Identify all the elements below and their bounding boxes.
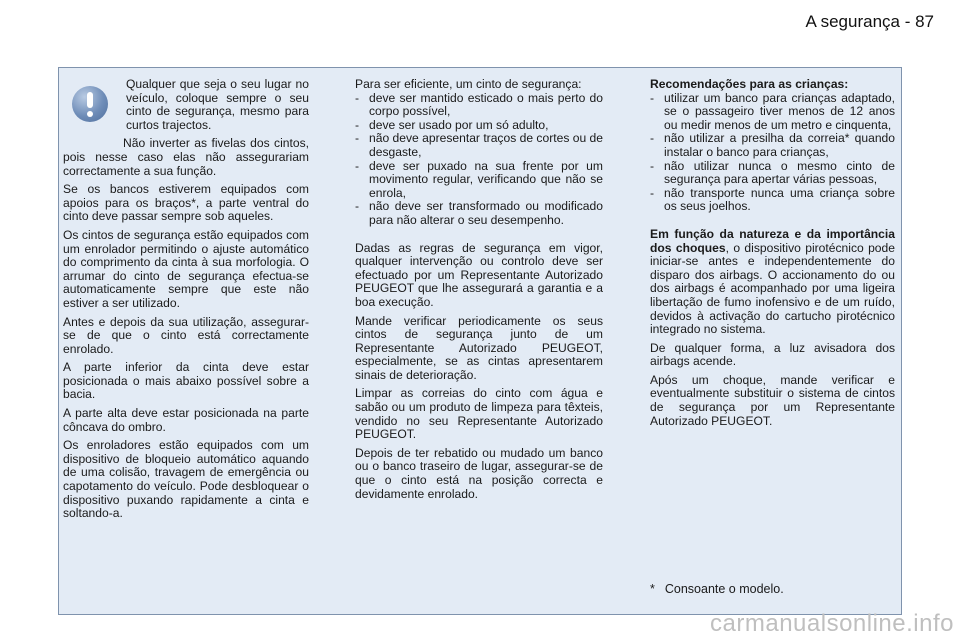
paragraph: Os cintos de segurança estão equipados com um enrolador permitindo o ajuste automático do comprimento da cinta à sua morfologia. O arrumar do cinto de segurança efectua-se automaticamente sempre que este não estiver a ser utilizado. bbox=[63, 227, 309, 310]
watermark: carmanualsonline.info bbox=[710, 610, 954, 637]
paragraph: Mande verificar periodicamente os seus cintos de segurança junto de um Representante Autorizado PEUGEOT, especialmente, se as cintas apresentarem sinais de deterioração. bbox=[355, 313, 603, 382]
paragraph: Os enroladores estão equipados com um dispositivo de bloqueio automático aquando de uma colisão, travagem de emergência ou capotamento do veículo. Pode desbloquear o dispositivo puxando rapidamente a cinta e soltando-a. bbox=[63, 438, 309, 521]
pyrotechnic-heading: Em função da natureza e da importância dos choques bbox=[650, 226, 895, 255]
paragraph: Se os bancos estiverem equipados com apoios para os braços*, a parte ventral do cinto deve passar sempre sob aqueles. bbox=[63, 182, 309, 224]
list-item: - utilizar um banco para crianças adaptado, se o passageiro tiver menos de 12 anos ou medir menos de um metro e cinquenta, bbox=[650, 92, 895, 133]
footnote-asterisk: * bbox=[650, 582, 655, 596]
warning-exclamation-icon bbox=[72, 86, 108, 122]
list-item: - não transporte nunca uma criança sobre os seus joelhos. bbox=[650, 187, 895, 214]
list-item: - deve ser usado por um só adulto, bbox=[355, 119, 603, 133]
paragraph: Dadas as regras de segurança em vigor, qualquer intervenção ou controlo deve ser efectuado por um Representante Autorizado PEUGEOT que lhe assegurará a garantia e a boa execução. bbox=[355, 240, 603, 309]
list-item: - não utilizar a presilha da correia* quando instalar o banco para crianças, bbox=[650, 132, 895, 159]
list-item: - deve ser mantido esticado o mais perto do corpo possível, bbox=[355, 92, 603, 119]
requirements-list bbox=[355, 92, 603, 228]
content-panel bbox=[58, 67, 902, 615]
pyrotechnic-text: , o dispositivo pirotécnico pode iniciar-se antes e independentemente do disparo dos airbags. O accionamento do ou dos airbags é acompanhado por uma ligeira libertação de fumo inofensivo e de um ruído, devidos à activação do cartucho pirotécnico integrado no sistema. bbox=[650, 240, 895, 337]
list-item: - não deve apresentar traços de cortes ou de desgaste, bbox=[355, 132, 603, 159]
paragraph: Após um choque, mande verificar e eventualmente substituir o sistema de cintos de segurança por um Representante Autorizado PEUGEOT. bbox=[650, 372, 895, 428]
page-header: A segurança - 87 bbox=[805, 12, 934, 31]
paragraph: Não inverter as fivelas dos cintos, pois nesse caso elas não assegurariam correctamente a sua função. bbox=[63, 136, 309, 178]
paragraph: A parte inferior da cinta deve estar posicionada o mais abaixo possível sobre a bacia. bbox=[63, 360, 309, 402]
column-left bbox=[63, 78, 309, 526]
children-recommendations-title: Recomendações para as crianças: bbox=[650, 77, 849, 91]
warning-intro: Qualquer que seja o seu lugar no veículo, coloque sempre o seu cinto de segurança, mesmo para curtos trajectos. bbox=[126, 77, 309, 132]
column-middle bbox=[355, 78, 603, 506]
list-intro: Para ser eficiente, um cinto de segurança: bbox=[355, 77, 582, 91]
list-item: - não utilizar nunca o mesmo cinto de segurança para apertar várias pessoas, bbox=[650, 160, 895, 187]
column-right bbox=[650, 78, 895, 433]
pyrotechnic-paragraph bbox=[650, 228, 895, 337]
children-recommendations-list bbox=[650, 92, 895, 214]
paragraph: De qualquer forma, a luz avisadora dos airbags acende. bbox=[650, 340, 895, 369]
paragraph: A parte alta deve estar posicionada na parte côncava do ombro. bbox=[63, 406, 309, 434]
list-item: - deve ser puxado na sua frente por um movimento regular, verificando que não se enrola, bbox=[355, 160, 603, 201]
footnote bbox=[650, 582, 784, 596]
paragraph: Antes e depois da sua utilização, assegurar-se de que o cinto está correctamente enrolado. bbox=[63, 314, 309, 356]
list-item: - não deve ser transformado ou modificado para não alterar o seu desempenho. bbox=[355, 200, 603, 227]
paragraph: Depois de ter rebatido ou mudado um banco ou o banco traseiro de lugar, assegurar-se de que o cinto está na posição correcta e devidamente enrolado. bbox=[355, 445, 603, 501]
paragraph: Limpar as correias do cinto com água e sabão ou um produto de limpeza para têxteis, vendido no seu Representante Autorizado PEUGEOT. bbox=[355, 386, 603, 442]
footnote-text: Consoante o modelo. bbox=[664, 582, 784, 596]
